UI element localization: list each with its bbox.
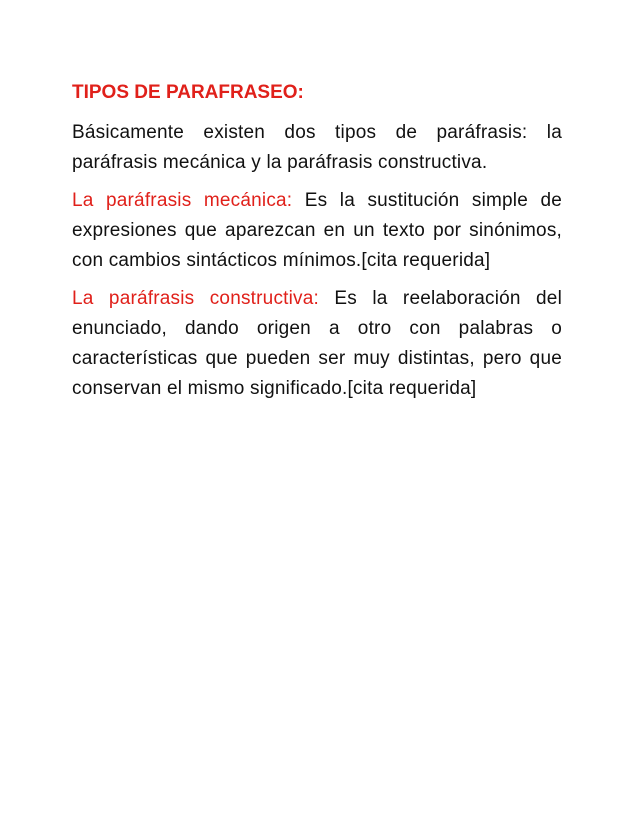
section-text: Es la reelaboración del enunciado, dando origen a otro con palabras o características que pueden ser muy distintas, pero que conservan el mismo significado.[cita requerida] [72, 288, 562, 399]
document-page [72, 78, 562, 412]
section-text: Es la sustitución simple de expresiones que aparezcan en un texto por sinónimos, con cambios sintácticos mínimos.[cita requerida] [72, 190, 563, 271]
document-heading: TIPOS DE PARAFRASEO: [72, 82, 304, 103]
intro-paragraph: Básicamente existen dos tipos de paráfrasis: la paráfrasis mecánica y la paráfrasis constructiva. [72, 122, 562, 173]
section-term: La paráfrasis constructiva: [72, 288, 319, 309]
section-constructiva [72, 284, 562, 404]
section-term: La paráfrasis mecánica: [72, 190, 293, 211]
section-mecanica [72, 186, 562, 276]
